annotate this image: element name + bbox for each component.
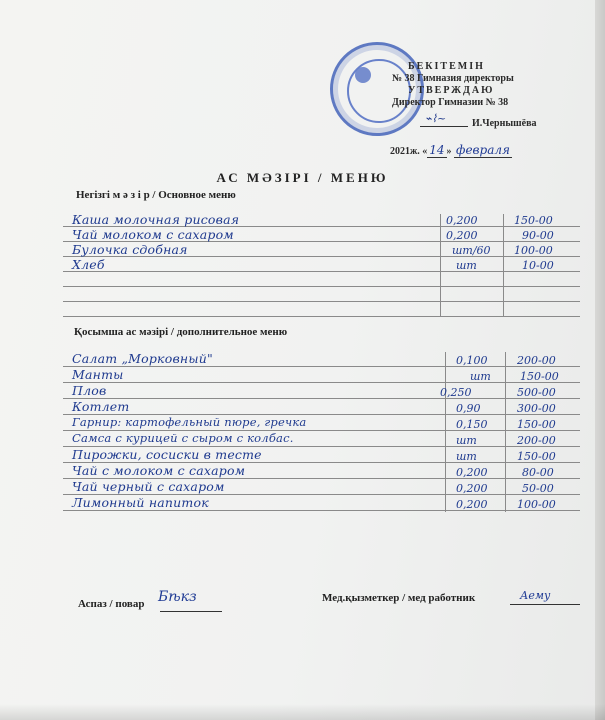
cook-signature-line: [160, 611, 222, 612]
approval-date: [390, 143, 512, 157]
director-signature: ⌁⌇~: [425, 112, 447, 125]
column-divider: [440, 214, 441, 317]
table-row: [63, 510, 580, 511]
medical-worker-signature: Аему: [520, 589, 551, 602]
extra-item-qty: 0,90: [456, 402, 481, 415]
table-row: [63, 398, 580, 399]
extra-item-qty: 0,250: [440, 386, 472, 399]
table-row: [63, 366, 580, 367]
medical-worker-label: Мед.қызметкер / мед работник: [322, 592, 476, 604]
cook-signature: Бѣкз: [158, 589, 197, 605]
extra-item-qty: 0,200: [456, 482, 488, 495]
main-item-qty: 0,200: [446, 214, 478, 227]
paper-shadow: [0, 704, 605, 720]
main-item-price: 10-00: [522, 259, 554, 272]
extra-item-price: 300-00: [517, 402, 556, 415]
extra-item-name: Пирожки, сосиски в тесте: [72, 447, 262, 462]
medical-worker-signature-line: [510, 604, 580, 605]
extra-menu-heading: Қосымша ас мәзірі / дополнительное меню: [74, 326, 288, 338]
approval-line-ru: УТВЕРЖДАЮ: [408, 85, 495, 96]
extra-item-price: 150-00: [517, 418, 556, 431]
extra-item-price: 150-00: [520, 370, 559, 383]
extra-item-qty: шт: [456, 450, 477, 463]
date-month: февраля: [456, 143, 510, 157]
approval-director-kz: № 38 Гимназия директоры: [392, 73, 514, 84]
extra-item-qty: шт: [456, 434, 477, 447]
extra-item-price: 50-00: [522, 482, 554, 495]
extra-item-qty: 0,100: [456, 354, 488, 367]
approval-line-kz: БЕКІТЕМІН: [408, 61, 485, 72]
main-item-name: Хлеб: [72, 257, 105, 272]
extra-item-price: 500-00: [517, 386, 556, 399]
director-name: И.Чернышёва: [472, 118, 537, 129]
extra-item-name: Салат „Морковный": [72, 351, 213, 366]
cook-label: Аспаз / повар: [78, 598, 145, 610]
main-menu-heading: Негізгі м ә з і р / Основное меню: [76, 189, 236, 201]
extra-item-price: 200-00: [517, 354, 556, 367]
extra-item-price: 100-00: [517, 498, 556, 511]
extra-item-qty: 0,200: [456, 466, 488, 479]
approval-director-ru: Директор Гимназии № 38: [392, 97, 509, 108]
main-item-qty: 0,200: [446, 229, 478, 242]
extra-item-qty: 0,200: [456, 498, 488, 511]
extra-item-name: Манты: [72, 367, 124, 382]
main-item-name: Булочка сдобная: [72, 242, 188, 257]
extra-item-name: Чай черный с сахаром: [72, 479, 225, 494]
main-item-qty: шт: [456, 259, 477, 272]
date-mid: »: [446, 146, 452, 157]
date-prefix: 2021ж. «: [390, 146, 428, 157]
main-item-name: Чай молоком с сахаром: [72, 227, 234, 242]
extra-item-qty: шт: [470, 370, 491, 383]
column-divider: [505, 352, 506, 512]
main-item-qty: шт/60: [452, 244, 491, 257]
extra-item-price: 80-00: [522, 466, 554, 479]
page-title: АС МӘЗІРІ / МЕНЮ: [216, 170, 389, 185]
table-row: [63, 382, 580, 383]
main-item-name: Каша молочная рисовая: [72, 212, 240, 227]
extra-item-price: 200-00: [517, 434, 556, 447]
column-divider: [503, 214, 504, 317]
director-signature-line: [420, 126, 468, 127]
column-divider: [445, 352, 446, 512]
main-item-price: 90-00: [522, 229, 554, 242]
extra-item-qty: 0,150: [456, 418, 488, 431]
extra-item-name: Чай с молоком с сахаром: [72, 463, 246, 478]
emblem-icon: [355, 67, 371, 83]
main-item-price: 100-00: [514, 244, 553, 257]
paper-edge: [595, 0, 605, 720]
main-item-price: 150-00: [514, 214, 553, 227]
extra-item-name: Плов: [72, 383, 107, 398]
extra-item-name: Котлет: [72, 399, 130, 414]
date-day: 14: [429, 143, 445, 157]
extra-item-price: 150-00: [517, 450, 556, 463]
extra-item-name: Самса с курицей с сыром с колбас.: [72, 431, 294, 445]
extra-item-name: Гарнир: картофельный пюре, гречка: [72, 415, 307, 429]
extra-item-name: Лимонный напиток: [72, 495, 209, 510]
